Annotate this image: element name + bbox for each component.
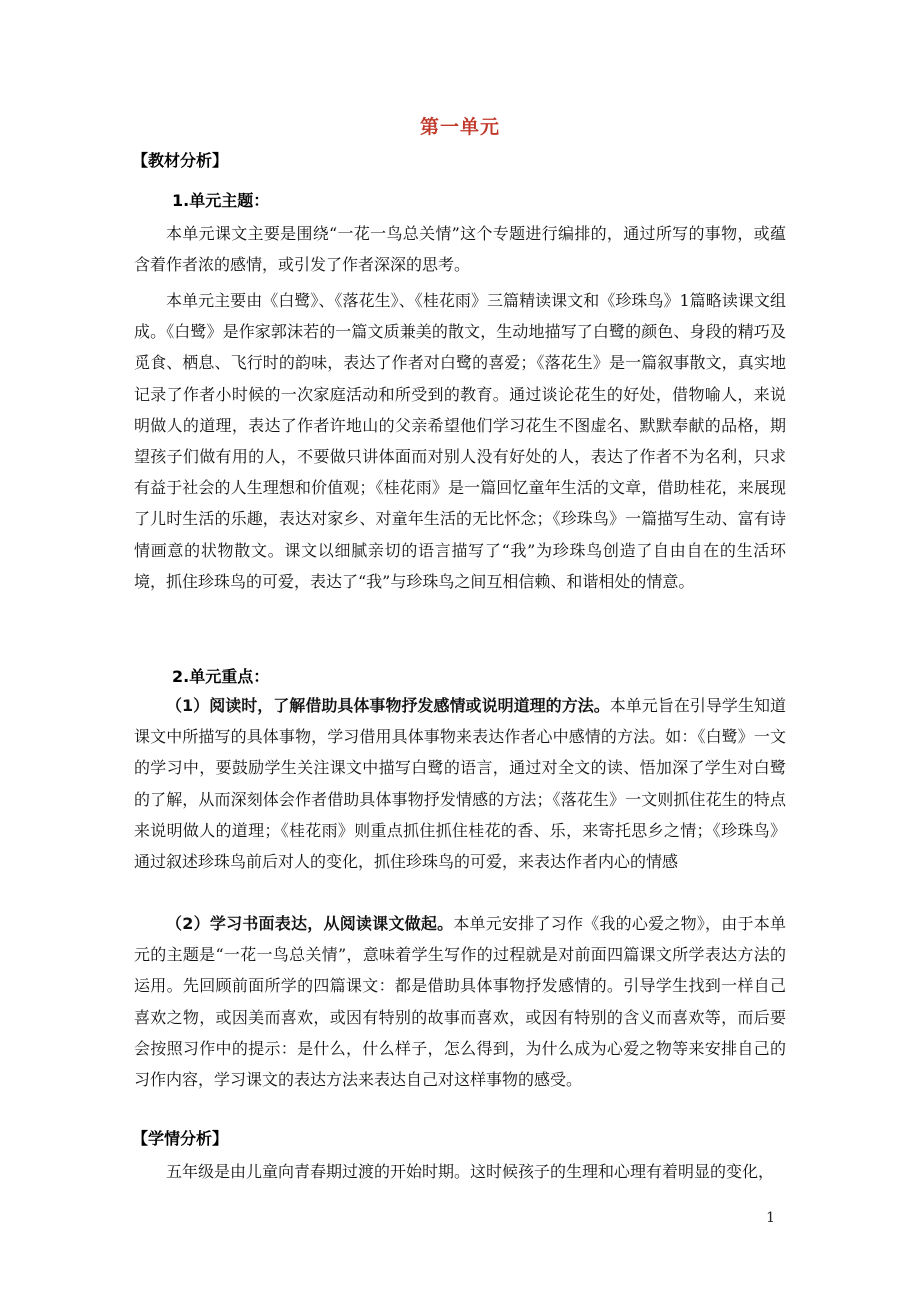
unit-focus-2-text: 本单元安排了习作《我的心爱之物》，由于本单元的主题是“一花一鸟总关情”，意味着学生写作的过程就是对前面四篇课文所学表达方法的运用。先回顾前面所学的四篇课文：都是借助具体事物抒发感情的。引导学生找到一样自己喜欢之物，或因美而喜欢，或因有特别的故事而喜欢，或因有特别的含义而喜欢等，而后要会按照习作中的提示：是什么，什么样子，怎么得到，为什么成为心爱之物等来安排自己的习作内容，学习课文的表达方法来表达自己对这样事物的感受。 xyxy=(134,914,786,1090)
page-number: 1 xyxy=(766,1210,775,1226)
unit-focus-1-lead: （1）阅读时，了解借助具体事物抒发感情或说明道理的方法。 xyxy=(166,696,610,715)
unit-theme-paragraph-1: 本单元课文主要是围绕“一花一鸟总关情”这个专题进行编排的，通过所写的事物，或蕴含着作者浓的感情，或引发了作者深深的思考。 xyxy=(134,224,786,275)
unit-focus-heading: 2.单元重点： xyxy=(172,667,270,686)
unit-focus-paragraph-2 xyxy=(134,908,786,1095)
page-title: 第一单元 xyxy=(419,116,500,138)
unit-focus-paragraph-1 xyxy=(134,690,786,877)
unit-focus-1-text: 本单元旨在引导学生知道课文中所描写的具体事物，学习借用具体事物来表达作者心中感情的方法。如：《白鹭》一文的学习中，要鼓励学生关注课文中描写白鹭的语言，通过对全文的读、悟加深了学生对白鹭的了解，从而深刻体会作者借助具体事物抒发情感的方法；《落花生》一文则抓住花生的特点来说明做人的道理；《桂花雨》则重点抓住抓住桂花的香、乐，来寄托思乡之情；《珍珠鸟》通过叙述珍珠鸟前后对人的变化，抓住珍珠鸟的可爱，来表达作者内心的情感 xyxy=(134,696,786,872)
student-analysis-paragraph: 五年级是由儿童向青春期过渡的开始时期。这时候孩子的生理和心理有着明显的变化， xyxy=(166,1162,775,1181)
unit-theme-paragraph-2: 本单元主要由《白鹭》、《落花生》、《桂花雨》三篇精读课文和《珍珠鸟》1篇略读课文组成。《白鹭》是作家郭沫若的一篇文质兼美的散文，生动地描写了白鹭的颜色、身段的精巧及觅食、栖息、飞行时的韵味，表达了作者对白鹭的喜爱；《落花生》是一篇叙事散文，真实地记录了作者小时候的一次家庭活动和所受到的教育。通过谈论花生的好处，借物喻人，来说明做人的道理，表达了作者许地山的父亲希望他们学习花生不图虚名、默默奉献的品格，期望孩子们做有用的人，不要做只讲体面而对别人没有好处的人，表达了作者不为名利，只求有益于社会的人生理想和价值观；《桂花雨》是一篇回忆童年生活的文章，借助桂花，来展现了儿时生活的乐趣，表达对家乡、对童年生活的无比怀念；《珍珠鸟》一篇描写生动、富有诗情画意的状物散文。课文以细腻亲切的语言描写了“我”为珍珠鸟创造了自由自在的生活环境，抓住珍珠鸟的可爱，表达了“我”与珍珠鸟之间互相信赖、和谐相处的情意。 xyxy=(134,291,786,591)
section-heading-textbook-analysis: 【教材分析】 xyxy=(132,151,229,170)
section-heading-student-analysis: 【学情分析】 xyxy=(132,1129,229,1148)
unit-theme-heading: 1.单元主题： xyxy=(172,191,270,210)
unit-focus-2-lead: （2）学习书面表达，从阅读课文做起。 xyxy=(166,914,454,933)
